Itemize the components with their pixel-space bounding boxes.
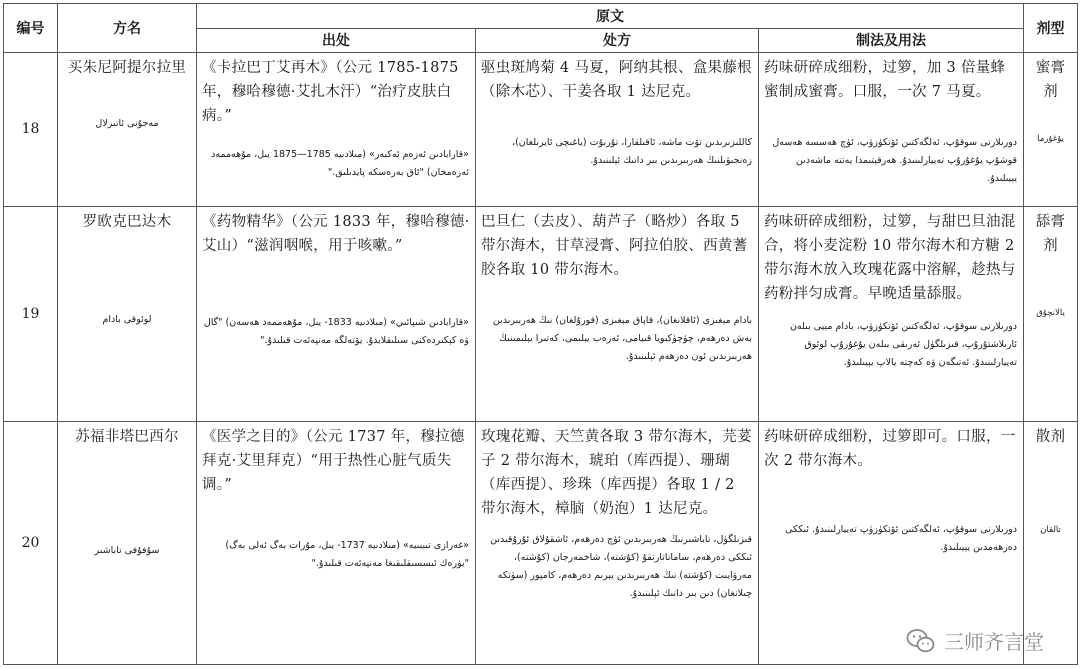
source-ug: «قارابادىن ئەزەم ئەكبەر» (مىلادىيە 1785—1875 يىل، مۇھەممەد ئەزەمخان) "ئاق بەرەسكە پايدىلىق." [211, 149, 469, 179]
watermark [906, 626, 1044, 655]
table-row [4, 53, 1078, 206]
prescription-cn: 玫瑰花瓣、天竺黄各取 3 带尔海木，芫荽子 2 带尔海木，琥珀（库西提）、珊瑚（库西提）、珍珠（库西提）各取 1 / 2 带尔海木，樟脑（奶泡）1 达尼克。 [481, 429, 752, 518]
type-ug: يۇغۇرما [1037, 134, 1064, 145]
prescription-cell [476, 53, 759, 206]
type-ug: تالقان [1040, 525, 1061, 536]
name-ug: سۇفۇفى تاباشىر [94, 545, 160, 557]
watermark-text: 三师齐言堂 [944, 630, 1044, 654]
source-ug: «غەرازى تىببىيە» (مىلادىيە 1737- يىل، مۇرات بەگ ئەلى بەگ) "يۈرەك ئىسسىقلىقىغا مەنپەئەت قىلىدۇ." [225, 540, 469, 570]
method-cell [759, 206, 1024, 422]
method-ug: دورىلارنى سوقۇپ، ئەلگەكتىن ئۆتكۈزۈپ، ئۈچ ھەسسە ھەسەل قوشۇپ يۇغۇرۇپ تەييارلىنىدۇ. ھەرقېتىمدا يەتتە ماشەدىن يېيىلىدۇ. [772, 137, 1018, 185]
row-number: 20 [4, 422, 58, 665]
prescription-cell [476, 422, 759, 665]
name-cell [58, 53, 197, 206]
source-cell [197, 422, 476, 665]
type-cn: 散剂 [1035, 429, 1066, 446]
header-original: 原文 [197, 4, 1024, 29]
type-cn: 蜜膏剂 [1035, 60, 1066, 101]
method-cell [759, 53, 1024, 206]
prescription-cell [476, 206, 759, 422]
name-cell [58, 206, 197, 422]
table-row [4, 206, 1078, 422]
header-num: 编号 [4, 4, 58, 53]
type-ug: يالانچۇق [1036, 307, 1065, 318]
prescription-cn: 巴旦仁（去皮）、葫芦子（略炒）各取 5 带尔海木，甘草浸膏、阿拉伯胶、西黄蓍胶各取 10 带尔海木。 [481, 213, 748, 278]
name-cell [58, 422, 197, 665]
name-cn: 罗欧克巴达木 [82, 213, 172, 230]
header-type: 剂型 [1024, 4, 1078, 53]
source-cn: 《卡拉巴丁艾再木》（公元 1785-1875 年，穆哈穆德·艾扎木汗）“治疗皮肤白病。” [202, 60, 459, 125]
prescription-ug: كاللىزىرىدىن تۆت ماشە، ئاقىلقارا، تۇربۇت (ياغىچى ئايرىلغان)، زەنجىۋىلنىڭ ھەربىرىدىن بىر دانىك ئېلىنىدۇ. [512, 137, 752, 167]
name-ug: مەجۇنى ئاتىرلال [95, 118, 159, 130]
type-cell [1024, 53, 1078, 206]
prescription-ug: بادام مېغىزى (ئاقلانغان)، قاپاق مېغىزى (قورۇلغان) نىڭ ھەربىرىدىن بەش دەرھەم، چۈچۈكبويا قىيامى، ئەرەب يېلىمى، كەتىرا يېلىمىنىڭ ھەربىرىدىن ئون دەرھەم ئېلىنىدۇ. [492, 314, 752, 362]
row-number: 19 [4, 206, 58, 422]
source-ug: «قارابادىن شىپائىي» (مىلادىيە 1833- يىل، مۇھەممەد ھەسەن) "گال ۋە كېكىردەكنى سىلىقلايدۇ. يۆتەلگە مەنپەئەت قىلىدۇ." [203, 316, 469, 346]
source-cn: 《医学之目的》（公元 1737 年，穆拉德拜克·艾里拜克）“用于热性心脏气质失调。” [202, 429, 465, 494]
header-prescription: 处方 [476, 28, 759, 53]
wechat-icon [906, 628, 936, 654]
source-cn: 《药物精华》（公元 1833 年，穆哈穆德·艾山）“滋润咽喉，用于咳嗽。” [202, 213, 470, 254]
method-cn: 药味研碎成细粉，过箩，加 3 倍量蜂蜜制成蜜膏。口服，一次 7 马夏。 [764, 60, 1006, 101]
header-method: 制法及用法 [759, 28, 1024, 53]
name-cn: 苏福非塔巴西尔 [75, 429, 179, 446]
type-cell [1024, 206, 1078, 422]
source-cell [197, 53, 476, 206]
name-cn: 买朱尼阿提尔拉里 [67, 60, 187, 77]
header-name: 方名 [58, 4, 197, 53]
method-cn: 药味研碎成细粉，过箩即可。口服，一次 2 带尔海木。 [764, 429, 1016, 470]
header-source: 出处 [197, 28, 476, 53]
method-ug: دورىلارنى سوقۇپ، ئەلگەكتىن ئۆتكۈزۈپ تەييارلىنىدۇ. ئىككى دەرھەمدىن يېيىلىدۇ. [785, 524, 1018, 554]
method-ug: دورىلارنى سوقۇپ، ئەلگەكتىن ئۆتكۈزۈپ، بادام مېيى بىلەن ئارىلاشتۇرۇپ، قىزىلگۈل ئەرىقى بىلەن يۇغۇرۇپ لوئوق تەييارلىنىدۇ. ئەتىگەن ۋە كەچتە يالاپ يېيىلىدۇ. [789, 320, 1018, 368]
formula-table [3, 3, 1078, 665]
method-cn: 药味研碎成细粉，过箩，与甜巴旦油混合，将小麦淀粉 10 带尔海木和方糖 2 带尔海木放入玫瑰花露中溶解，趁热与药粉拌匀成膏。早晚适量舔服。 [764, 213, 1016, 302]
row-number: 18 [4, 53, 58, 206]
prescription-cn: 驱虫斑鸠菊 4 马夏，阿纳其根、盒果藤根（除木芯）、干姜各取 1 达尼克。 [481, 60, 752, 101]
name-ug: لوئوقى بادام [102, 313, 152, 325]
source-cell [197, 206, 476, 422]
prescription-ug: قىزىلگۈل، تاباشىرنىڭ ھەربىرىدىن ئۈچ دەرھەم، ئاشقۇلاق ئۇرۇقىدىن ئىككى دەرھەم، ساماناتارتقۇ (كۇشتە)، شاخمەرجان (كۇشتە)، مەرۋايىت (كۇشتە) نىڭ ھەربىرىدىن يېرىم دەرھەم، كامپور (سۈتكە چىلانغان) دىن بىر دانىك ئېلىنىدۇ. [490, 534, 752, 600]
type-cn: 舔膏剂 [1035, 213, 1066, 254]
